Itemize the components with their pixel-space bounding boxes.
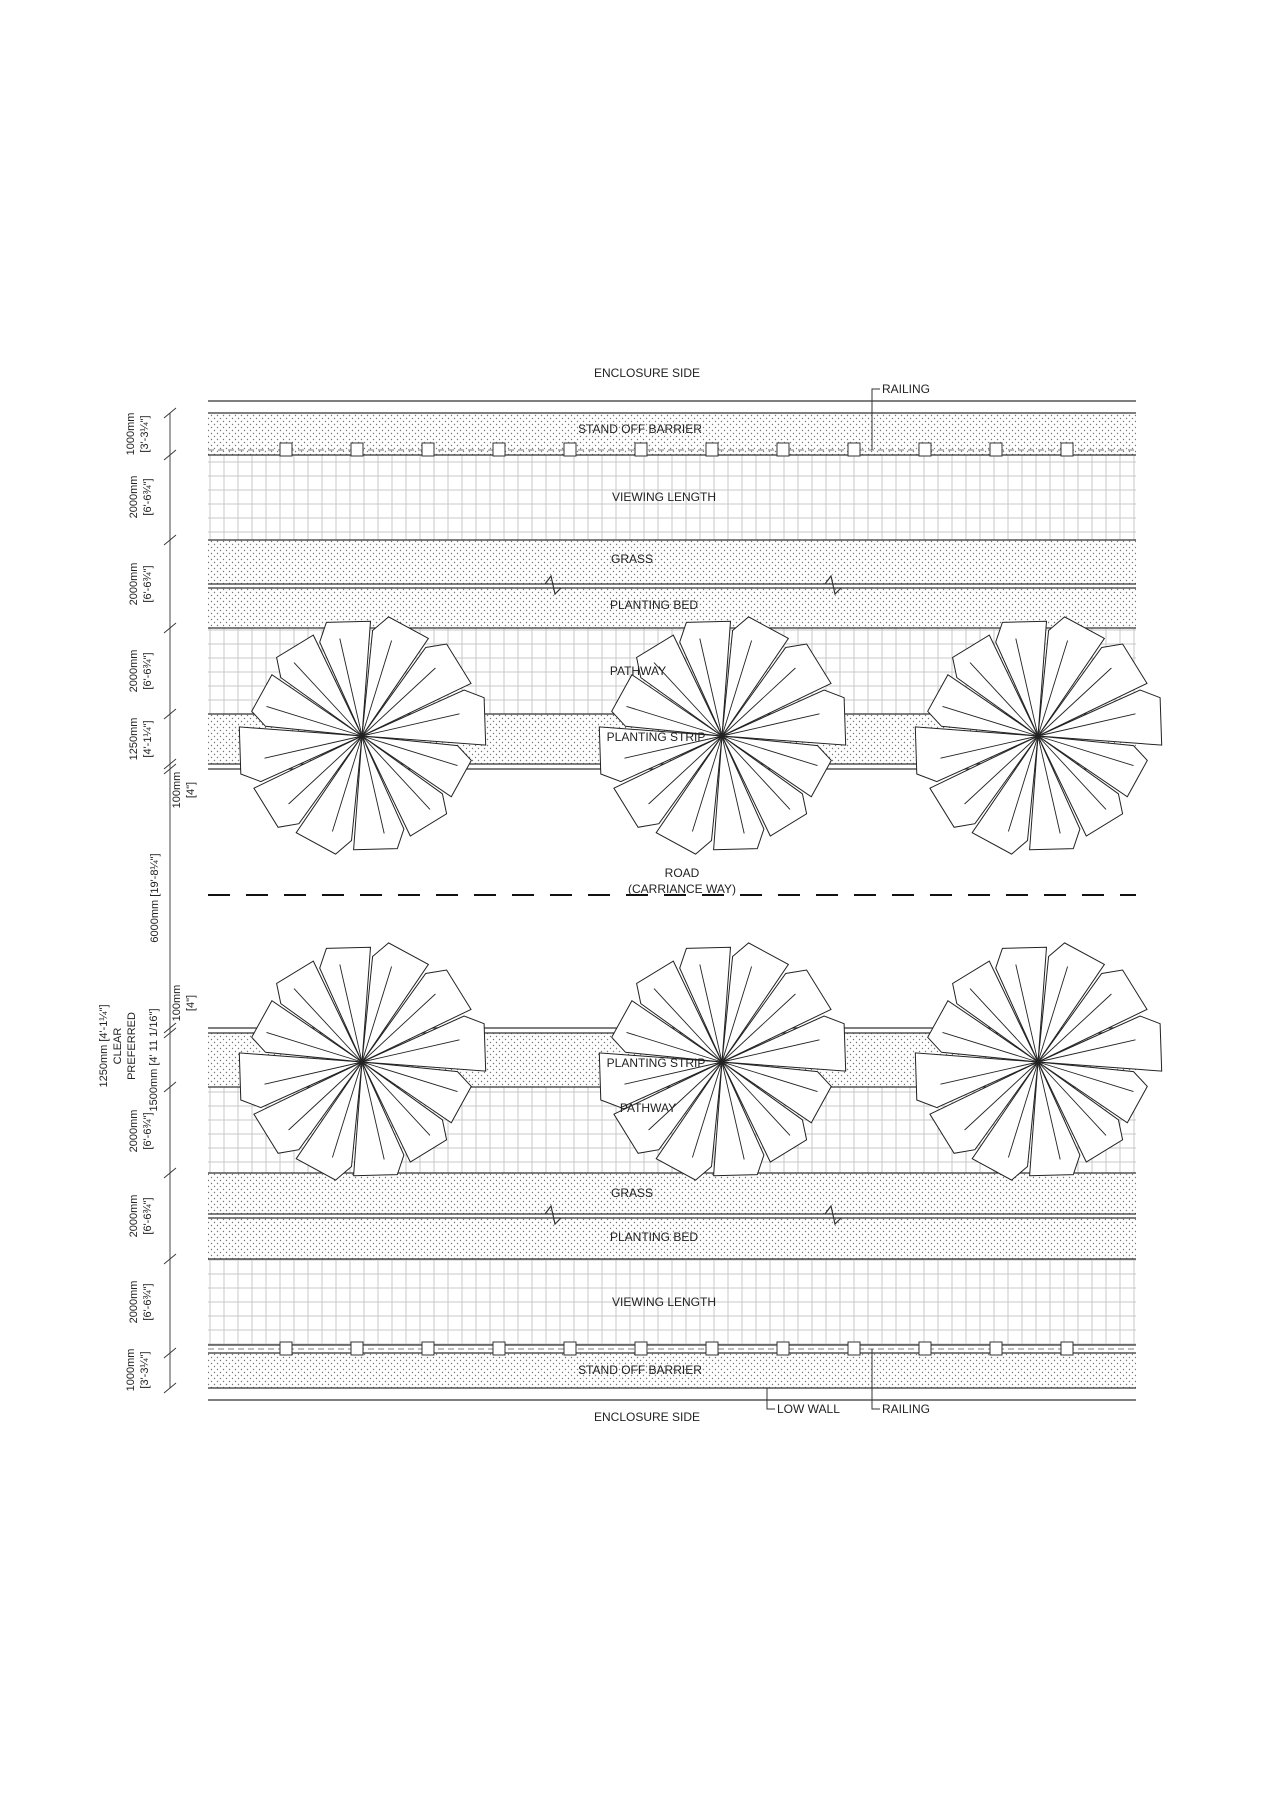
railing-post [351,1342,363,1355]
bottom-pathway-label: PATHWAY [619,1101,677,1115]
dim-bottom-clear-2: CLEAR [112,1027,124,1065]
railing-post [564,443,576,456]
railing-post [280,443,292,456]
top-grass-fill [208,540,1136,584]
railing-post [635,443,647,456]
railing-post [280,1342,292,1355]
dim-top-grass-imp: [6'-6¾"] [142,565,154,603]
dim-bottom-gap-imp: [4"] [185,994,197,1012]
top-pathway-label: PATHWAY [609,664,667,678]
dim-bottom-strip: 1500mm [4' 11 1/16"] [148,1008,160,1112]
low-wall-callout: LOW WALL [777,1402,840,1416]
railing-post [564,1342,576,1355]
railing-post [1061,1342,1073,1355]
dim-road: 6000mm [19'-8¼"] [149,853,161,943]
bottom-grass-label: GRASS [610,1186,654,1200]
bottom-viewing-label: VIEWING LENGTH [611,1295,717,1309]
dim-top-pathway-mm: 2000mm [128,649,140,693]
road-sublabel: (CARRIANCE WAY) [628,882,736,896]
dim-top-standoff-mm: 1000mm [125,412,137,456]
top-planting-bed-label: PLANTING BED [609,598,699,612]
railing-bottom-callout: RAILING [882,1402,931,1416]
dim-top-pathway-imp: [6'-6¾"] [142,652,154,690]
dim-top-viewing-imp: [6'-6¾"] [142,478,154,516]
top-viewing-label: VIEWING LENGTH [611,490,717,504]
dim-bottom-standoff-mm: 1000mm [125,1348,137,1392]
dim-bottom-grass-imp: [6'-6¾"] [142,1197,154,1235]
dim-bottom-pathway-mm: 2000mm [128,1109,140,1153]
road-label: ROAD [664,866,700,880]
railing-post [493,443,505,456]
dim-top-viewing-mm: 2000mm [128,475,140,519]
railing-post [990,1342,1002,1355]
railing-post [493,1342,505,1355]
bottom-planting-strip-label: PLANTING STRIP [606,1056,706,1070]
dim-top-strip-imp: [4'-1¼"] [142,720,154,758]
enclosure-side-bottom-label: ENCLOSURE SIDE [593,1410,701,1424]
railing-post [635,1342,647,1355]
dim-bottom-pathway-imp: [6'-6¾"] [142,1112,154,1150]
bottom-planting-bed-label: PLANTING BED [609,1230,699,1244]
railing-post [777,1342,789,1355]
dim-top-standoff-imp: [3'-3¼"] [139,415,151,453]
railing-top-callout: RAILING [882,382,931,396]
bottom-standoff-label: STAND OFF BARRIER [578,1363,702,1377]
dim-top-strip-mm: 1250mm [128,717,140,761]
railing-post [848,443,860,456]
enclosure-side-top-label: ENCLOSURE SIDE [593,366,701,380]
dim-bottom-clear-1: 1250mm [4'-1¼"] [98,1004,110,1088]
dim-top-gap-imp: [4"] [185,781,197,799]
railing-post [422,443,434,456]
railing-post [848,1342,860,1355]
bottom-grass-fill [208,1173,1136,1214]
railing-post [919,443,931,456]
railing-post [990,443,1002,456]
dim-bottom-viewing-mm: 2000mm [128,1280,140,1324]
railing-post [919,1342,931,1355]
low-wall-leader [767,1388,775,1409]
dim-top-gap-mm: 100mm [171,771,183,809]
top-grass-label: GRASS [610,552,654,566]
top-planting-strip-label: PLANTING STRIP [606,730,706,744]
dim-bottom-gap-mm: 100mm [171,984,183,1022]
railing-post [706,1342,718,1355]
railing-post [1061,443,1073,456]
railing-post [706,443,718,456]
railing-post [777,443,789,456]
dim-top-grass-mm: 2000mm [128,562,140,606]
top-standoff-label: STAND OFF BARRIER [578,422,702,436]
railing-post [351,443,363,456]
railing-post [422,1342,434,1355]
dim-bottom-standoff-imp: [3'-3¼"] [139,1351,151,1389]
dim-bottom-clear-3: PREFERRED [126,1012,138,1080]
dim-bottom-grass-mm: 2000mm [128,1194,140,1238]
dim-bottom-viewing-imp: [6'-6¾"] [142,1283,154,1321]
